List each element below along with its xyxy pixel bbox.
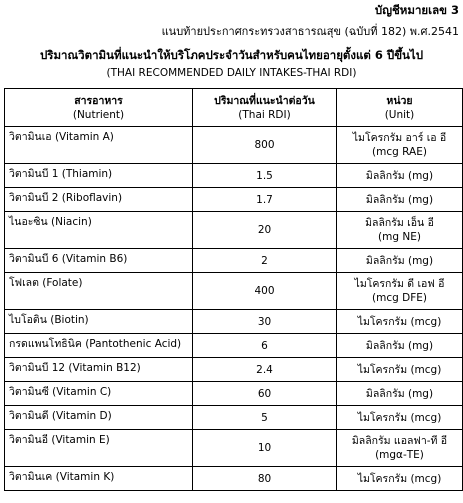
rdi-value-cell: 6 — [193, 334, 337, 358]
rdi-value-cell: 2.4 — [193, 358, 337, 382]
unit-cell — [337, 164, 463, 188]
nutrient-cell: ไบโอติน (Biotin) — [5, 310, 193, 334]
unit-cell — [337, 188, 463, 212]
table-row — [5, 212, 463, 249]
nutrient-cell: วิตามินอี (Vitamin E) — [5, 430, 193, 467]
table-row — [5, 188, 463, 212]
unit-label: มิลลิกรัม (mg) — [365, 169, 434, 182]
table-row — [5, 382, 463, 406]
page-title: ปริมาณวิตามินที่แนะนำให้บริโภคประจำวันสำหรับคนไทยอายุตั้งแต่ 6 ปีขึ้นไป — [39, 48, 424, 62]
unit-cell — [337, 310, 463, 334]
nutrient-cell: วิตามินเค (Vitamin K) — [5, 467, 193, 491]
reference-line: แนบท้ายประกาศกระทรวงสาธารณสุข (ฉบับที่ 182) พ.ศ.2541 — [161, 25, 459, 38]
unit-cell — [337, 249, 463, 273]
rdi-value-cell: 20 — [193, 212, 337, 249]
unit-cell — [337, 430, 463, 467]
unit-label: ไมโครกรัม (mcg) — [357, 315, 442, 328]
unit-label: ไมโครกรัม อาร์ เอ อี — [352, 132, 447, 144]
column-header-thai: หน่วย — [386, 94, 413, 107]
table-row — [5, 249, 463, 273]
unit-label: มิลลิกรัม แอลฟา-ที อี — [351, 435, 448, 447]
rdi-value-cell: 5 — [193, 406, 337, 430]
unit-cell — [337, 358, 463, 382]
unit-label: มิลลิกรัม (mg) — [365, 254, 434, 267]
nutrient-cell: ไนอะซิน (Niacin) — [5, 212, 193, 249]
column-header-nutrient — [5, 89, 193, 127]
nutrient-cell: วิตามินซี (Vitamin C) — [5, 382, 193, 406]
unit-label: ไมโครกรัม (mcg) — [357, 472, 442, 485]
column-header-rdi — [193, 89, 337, 127]
unit-abbreviation: (mcg RAE) — [372, 146, 427, 158]
unit-cell — [337, 273, 463, 310]
nutrient-cell: วิตามินบี 12 (Vitamin B12) — [5, 358, 193, 382]
unit-cell — [337, 382, 463, 406]
nutrient-cell: วิตามินดี (Vitamin D) — [5, 406, 193, 430]
unit-label: ไมโครกรัม (mcg) — [357, 411, 442, 424]
unit-cell — [337, 212, 463, 249]
unit-label: ไมโครกรัม ดี เอฟ อี — [354, 278, 445, 290]
unit-cell — [337, 406, 463, 430]
nutrient-cell: วิตามินบี 2 (Riboflavin) — [5, 188, 193, 212]
unit-cell — [337, 127, 463, 164]
unit-label: มิลลิกรัม (mg) — [365, 387, 434, 400]
rdi-value-cell: 2 — [193, 249, 337, 273]
unit-label: มิลลิกรัม เอ็น อี — [365, 217, 434, 229]
unit-cell — [337, 334, 463, 358]
table-row — [5, 164, 463, 188]
nutrient-cell: วิตามินเอ (Vitamin A) — [5, 127, 193, 164]
rdi-table — [4, 88, 463, 491]
column-header-english: (Thai RDI) — [238, 108, 291, 121]
column-header-english: (Unit) — [384, 108, 415, 121]
unit-label: มิลลิกรัม (mg) — [365, 339, 434, 352]
unit-abbreviation: (mcg DFE) — [372, 292, 427, 304]
nutrient-cell: วิตามินบี 6 (Vitamin B6) — [5, 249, 193, 273]
nutrient-cell: กรดแพนโทธินิค (Pantothenic Acid) — [5, 334, 193, 358]
nutrient-cell: วิตามินบี 1 (Thiamin) — [5, 164, 193, 188]
column-header-unit — [337, 89, 463, 127]
table-row — [5, 467, 463, 491]
column-header-thai: ปริมาณที่แนะนำต่อวัน — [214, 94, 315, 107]
column-header-english: (Nutrient) — [72, 108, 125, 121]
column-header-thai: สารอาหาร — [74, 94, 123, 107]
rdi-value-cell: 10 — [193, 430, 337, 467]
page-subtitle: (THAI RECOMMENDED DAILY INTAKES-THAI RDI) — [106, 67, 357, 79]
table-row — [5, 310, 463, 334]
rdi-value-cell: 30 — [193, 310, 337, 334]
unit-abbreviation: (mg NE) — [378, 231, 421, 243]
rdi-value-cell: 80 — [193, 467, 337, 491]
unit-cell — [337, 467, 463, 491]
table-row — [5, 430, 463, 467]
unit-label: มิลลิกรัม (mg) — [365, 193, 434, 206]
table-row — [5, 406, 463, 430]
rdi-value-cell: 1.7 — [193, 188, 337, 212]
table-row — [5, 273, 463, 310]
rdi-value-cell: 800 — [193, 127, 337, 164]
table-row — [5, 334, 463, 358]
table-row — [5, 358, 463, 382]
unit-abbreviation: (mgα-TE) — [375, 449, 424, 461]
unit-label: ไมโครกรัม (mcg) — [357, 363, 442, 376]
table-header-row — [5, 89, 463, 127]
rdi-value-cell: 400 — [193, 273, 337, 310]
appendix-label: บัญชีหมายเลข 3 — [374, 3, 459, 17]
table-row — [5, 127, 463, 164]
nutrient-cell: โฟเลต (Folate) — [5, 273, 193, 310]
rdi-value-cell: 60 — [193, 382, 337, 406]
rdi-value-cell: 1.5 — [193, 164, 337, 188]
